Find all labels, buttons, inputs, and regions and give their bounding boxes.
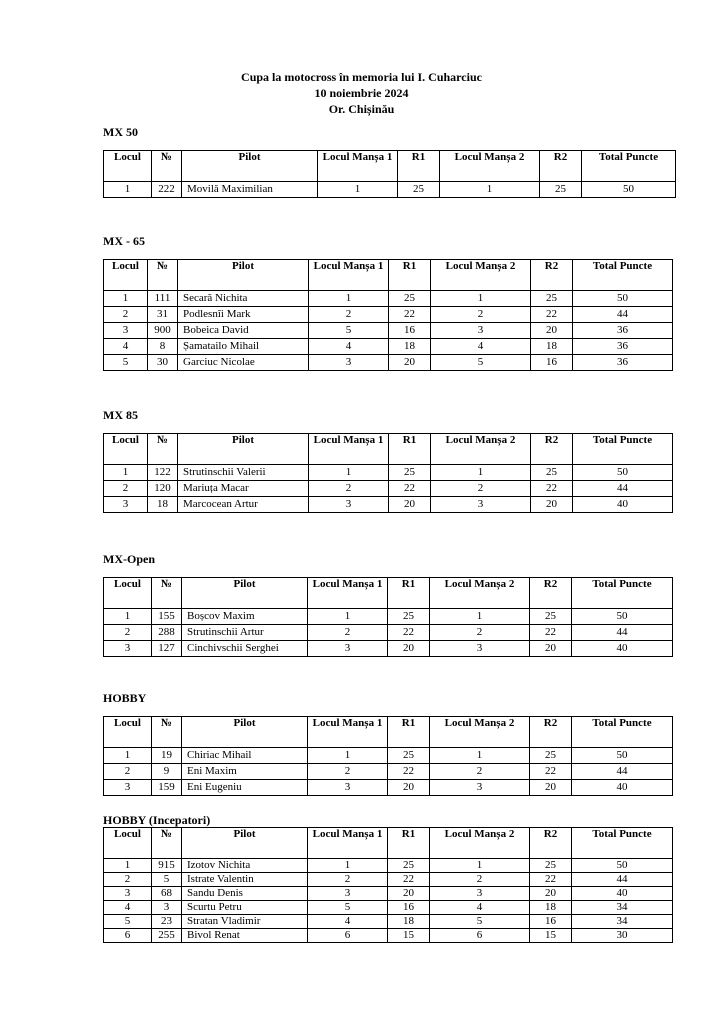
results-table: [103, 259, 673, 371]
cell-number: 222: [152, 182, 182, 198]
col-locul-mansa-2: Locul Manșa 2: [440, 151, 540, 182]
cell-r1: 16: [389, 323, 431, 339]
col-locul: Locul: [104, 260, 148, 291]
cell-locul: 2: [104, 764, 152, 780]
cell-total-puncte: 44: [573, 307, 673, 323]
cell-locul: 6: [104, 929, 152, 943]
cell-number: 122: [148, 465, 178, 481]
table-row: [104, 901, 673, 915]
cell-locul: 2: [104, 307, 148, 323]
col-total-puncte: Total Puncte: [572, 828, 673, 859]
col-locul-mansa-2: Locul Manșa 2: [430, 717, 530, 748]
table-row: [104, 355, 673, 371]
cell-pilot: Boșcov Maxim: [182, 609, 308, 625]
category-section: [103, 813, 673, 943]
cell-pilot: Eni Eugeniu: [182, 780, 308, 796]
cell-total-puncte: 50: [582, 182, 676, 198]
cell-r1: 22: [389, 481, 431, 497]
cell-number: 3: [152, 901, 182, 915]
cell-locul-mansa-1: 3: [309, 497, 389, 513]
cell-number: 159: [152, 780, 182, 796]
table-row: [104, 497, 673, 513]
col-locul: Locul: [104, 434, 148, 465]
cell-number: 155: [152, 609, 182, 625]
cell-locul-mansa-1: 4: [309, 339, 389, 355]
cell-number: 5: [152, 873, 182, 887]
cell-locul: 3: [104, 323, 148, 339]
cell-number: 9: [152, 764, 182, 780]
cell-r1: 18: [389, 339, 431, 355]
cell-pilot: Strutinschii Valerii: [178, 465, 309, 481]
cell-locul-mansa-2: 3: [430, 780, 530, 796]
col-locul-mansa-2: Locul Manșa 2: [431, 434, 531, 465]
table-header-row: [104, 717, 673, 748]
col-r2: R2: [531, 434, 573, 465]
col-r2: R2: [530, 828, 572, 859]
cell-locul: 2: [104, 873, 152, 887]
results-table: [103, 433, 673, 513]
cell-locul-mansa-2: 1: [430, 748, 530, 764]
cell-r2: 16: [531, 355, 573, 371]
table-row: [104, 625, 673, 641]
cell-locul: 3: [104, 887, 152, 901]
cell-total-puncte: 36: [573, 339, 673, 355]
cell-total-puncte: 44: [572, 873, 673, 887]
col-r2: R2: [530, 717, 572, 748]
col-number: №: [152, 828, 182, 859]
cell-r2: 20: [530, 780, 572, 796]
col-total-puncte: Total Puncte: [582, 151, 676, 182]
cell-total-puncte: 50: [572, 609, 673, 625]
category-title: MX 85: [103, 408, 138, 422]
cell-number: 68: [152, 887, 182, 901]
col-r1: R1: [398, 151, 440, 182]
cell-pilot: Izotov Nichita: [182, 859, 308, 873]
cell-locul-mansa-1: 3: [309, 355, 389, 371]
cell-r1: 22: [388, 764, 430, 780]
cell-locul-mansa-1: 1: [318, 182, 398, 198]
col-locul-mansa-1: Locul Manșa 1: [308, 828, 388, 859]
cell-r2: 18: [530, 901, 572, 915]
col-total-puncte: Total Puncte: [573, 260, 673, 291]
cell-locul-mansa-2: 1: [430, 859, 530, 873]
col-r2: R2: [530, 578, 572, 609]
col-r1: R1: [388, 828, 430, 859]
table-row: [104, 764, 673, 780]
cell-locul-mansa-1: 6: [308, 929, 388, 943]
cell-number: 255: [152, 929, 182, 943]
table-row: [104, 859, 673, 873]
col-r2: R2: [531, 260, 573, 291]
table-header-row: [104, 828, 673, 859]
col-number: №: [152, 717, 182, 748]
cell-locul: 1: [104, 465, 148, 481]
cell-r1: 20: [389, 355, 431, 371]
cell-locul: 4: [104, 339, 148, 355]
cell-r2: 22: [531, 307, 573, 323]
cell-locul-mansa-1: 3: [308, 641, 388, 657]
cell-locul-mansa-1: 2: [309, 481, 389, 497]
cell-r2: 22: [531, 481, 573, 497]
col-pilot: Pilot: [182, 151, 318, 182]
cell-r1: 25: [389, 465, 431, 481]
cell-locul-mansa-2: 1: [440, 182, 540, 198]
cell-locul-mansa-2: 2: [430, 625, 530, 641]
col-locul-mansa-1: Locul Manșa 1: [318, 151, 398, 182]
cell-pilot: Șamatailo Mihail: [178, 339, 309, 355]
cell-pilot: Secară Nichita: [178, 291, 309, 307]
cell-locul: 3: [104, 780, 152, 796]
cell-locul: 1: [104, 182, 152, 198]
document-header: [0, 69, 723, 117]
cell-r1: 18: [388, 915, 430, 929]
cell-total-puncte: 50: [573, 291, 673, 307]
cell-locul-mansa-2: 3: [430, 887, 530, 901]
col-locul-mansa-1: Locul Manșa 1: [309, 434, 389, 465]
col-number: №: [148, 260, 178, 291]
cell-total-puncte: 34: [572, 901, 673, 915]
cell-r2: 25: [530, 748, 572, 764]
cell-r1: 25: [389, 291, 431, 307]
col-r1: R1: [388, 578, 430, 609]
cell-locul: 2: [104, 481, 148, 497]
cell-number: 900: [148, 323, 178, 339]
table-header-row: [104, 578, 673, 609]
category-title: MX - 65: [103, 234, 145, 248]
cell-total-puncte: 50: [572, 748, 673, 764]
cell-locul-mansa-2: 2: [430, 873, 530, 887]
col-pilot: Pilot: [178, 434, 309, 465]
col-number: №: [152, 578, 182, 609]
col-pilot: Pilot: [182, 578, 308, 609]
table-row: [104, 465, 673, 481]
cell-locul-mansa-2: 1: [430, 609, 530, 625]
cell-locul-mansa-2: 5: [430, 915, 530, 929]
col-total-puncte: Total Puncte: [573, 434, 673, 465]
col-locul: Locul: [104, 717, 152, 748]
table-row: [104, 307, 673, 323]
cell-locul: 3: [104, 641, 152, 657]
table-row: [104, 609, 673, 625]
category-section: [103, 551, 673, 657]
cell-r1: 20: [388, 780, 430, 796]
cell-r2: 25: [540, 182, 582, 198]
cell-pilot: Scurtu Petru: [182, 901, 308, 915]
table-row: [104, 182, 676, 198]
cell-r2: 22: [530, 625, 572, 641]
category-title: HOBBY: [103, 691, 147, 705]
category-title: MX-Open: [103, 552, 155, 566]
category-section: [103, 690, 673, 796]
cell-locul-mansa-2: 2: [430, 764, 530, 780]
category-title: MX 50: [103, 125, 138, 139]
cell-locul: 4: [104, 901, 152, 915]
col-r1: R1: [389, 434, 431, 465]
cell-r2: 20: [531, 497, 573, 513]
table-row: [104, 929, 673, 943]
cell-locul-mansa-1: 3: [308, 887, 388, 901]
results-table: [103, 716, 673, 796]
cell-r2: 25: [531, 291, 573, 307]
cell-locul: 5: [104, 915, 152, 929]
cell-total-puncte: 40: [572, 887, 673, 901]
cell-number: 31: [148, 307, 178, 323]
cell-number: 127: [152, 641, 182, 657]
table-header-row: [104, 151, 676, 182]
cell-r2: 22: [530, 764, 572, 780]
document-location: Or. Chișinău: [328, 102, 395, 116]
cell-locul-mansa-1: 4: [308, 915, 388, 929]
table-row: [104, 873, 673, 887]
cell-locul-mansa-2: 2: [431, 307, 531, 323]
cell-r1: 20: [388, 887, 430, 901]
document-date: 10 noiembrie 2024: [314, 86, 409, 100]
cell-locul-mansa-2: 1: [431, 465, 531, 481]
cell-locul-mansa-2: 2: [431, 481, 531, 497]
cell-r1: 22: [388, 625, 430, 641]
results-table: [103, 150, 676, 198]
table-row: [104, 339, 673, 355]
cell-number: 288: [152, 625, 182, 641]
table-header-row: [104, 260, 673, 291]
cell-r1: 25: [398, 182, 440, 198]
col-locul-mansa-1: Locul Manșa 1: [308, 717, 388, 748]
cell-r1: 20: [389, 497, 431, 513]
cell-total-puncte: 36: [573, 323, 673, 339]
table-row: [104, 641, 673, 657]
cell-locul: 1: [104, 291, 148, 307]
cell-r2: 16: [530, 915, 572, 929]
col-locul-mansa-2: Locul Manșa 2: [431, 260, 531, 291]
cell-total-puncte: 30: [572, 929, 673, 943]
cell-r1: 25: [388, 609, 430, 625]
cell-r1: 20: [388, 641, 430, 657]
cell-locul-mansa-2: 4: [431, 339, 531, 355]
cell-total-puncte: 36: [573, 355, 673, 371]
category-section: [103, 233, 673, 371]
cell-number: 23: [152, 915, 182, 929]
cell-locul: 1: [104, 748, 152, 764]
cell-r2: 25: [530, 609, 572, 625]
cell-locul-mansa-1: 1: [308, 859, 388, 873]
col-r1: R1: [388, 717, 430, 748]
cell-locul-mansa-1: 1: [308, 748, 388, 764]
cell-pilot: Bivol Renat: [182, 929, 308, 943]
cell-locul-mansa-2: 6: [430, 929, 530, 943]
col-r1: R1: [389, 260, 431, 291]
cell-r2: 20: [530, 641, 572, 657]
table-row: [104, 915, 673, 929]
cell-locul-mansa-1: 5: [309, 323, 389, 339]
cell-total-puncte: 44: [572, 764, 673, 780]
col-locul-mansa-1: Locul Manșa 1: [308, 578, 388, 609]
col-locul: Locul: [104, 828, 152, 859]
results-table: [103, 577, 673, 657]
cell-locul-mansa-1: 1: [309, 465, 389, 481]
cell-locul-mansa-1: 3: [308, 780, 388, 796]
col-number: №: [148, 434, 178, 465]
col-number: №: [152, 151, 182, 182]
cell-pilot: Chiriac Mihail: [182, 748, 308, 764]
cell-r2: 20: [530, 887, 572, 901]
cell-r1: 25: [388, 859, 430, 873]
cell-locul-mansa-1: 2: [309, 307, 389, 323]
table-header-row: [104, 434, 673, 465]
col-locul-mansa-2: Locul Manșa 2: [430, 578, 530, 609]
cell-locul-mansa-1: 2: [308, 873, 388, 887]
cell-r1: 22: [388, 873, 430, 887]
cell-locul-mansa-2: 5: [431, 355, 531, 371]
cell-total-puncte: 44: [573, 481, 673, 497]
cell-r1: 22: [389, 307, 431, 323]
cell-locul-mansa-2: 1: [431, 291, 531, 307]
cell-number: 915: [152, 859, 182, 873]
cell-locul-mansa-1: 2: [308, 625, 388, 641]
cell-locul: 2: [104, 625, 152, 641]
results-table: [103, 827, 673, 943]
cell-pilot: Istrate Valentin: [182, 873, 308, 887]
cell-locul: 3: [104, 497, 148, 513]
cell-r1: 25: [388, 748, 430, 764]
cell-r2: 15: [530, 929, 572, 943]
col-total-puncte: Total Puncte: [572, 717, 673, 748]
cell-locul-mansa-1: 1: [308, 609, 388, 625]
table-row: [104, 291, 673, 307]
cell-locul-mansa-2: 4: [430, 901, 530, 915]
cell-number: 111: [148, 291, 178, 307]
col-locul-mansa-1: Locul Manșa 1: [309, 260, 389, 291]
cell-r2: 20: [531, 323, 573, 339]
cell-pilot: Movilă Maximilian: [182, 182, 318, 198]
cell-locul-mansa-2: 3: [431, 497, 531, 513]
col-pilot: Pilot: [182, 717, 308, 748]
cell-number: 19: [152, 748, 182, 764]
cell-r2: 25: [531, 465, 573, 481]
cell-pilot: Marcocean Artur: [178, 497, 309, 513]
cell-pilot: Stratan Vladimir: [182, 915, 308, 929]
cell-pilot: Strutinschii Artur: [182, 625, 308, 641]
cell-total-puncte: 50: [573, 465, 673, 481]
category-title: HOBBY (Incepatori): [103, 813, 211, 827]
col-total-puncte: Total Puncte: [572, 578, 673, 609]
cell-pilot: Mariuța Macar: [178, 481, 309, 497]
cell-number: 120: [148, 481, 178, 497]
cell-pilot: Sandu Denis: [182, 887, 308, 901]
cell-pilot: Garciuc Nicolae: [178, 355, 309, 371]
cell-locul-mansa-1: 2: [308, 764, 388, 780]
cell-total-puncte: 34: [572, 915, 673, 929]
table-row: [104, 887, 673, 901]
cell-number: 18: [148, 497, 178, 513]
cell-locul-mansa-1: 1: [309, 291, 389, 307]
category-section: [103, 124, 676, 198]
cell-locul-mansa-2: 3: [430, 641, 530, 657]
col-locul: Locul: [104, 151, 152, 182]
col-pilot: Pilot: [182, 828, 308, 859]
category-section: [103, 407, 673, 513]
cell-total-puncte: 50: [572, 859, 673, 873]
cell-locul: 1: [104, 609, 152, 625]
cell-number: 30: [148, 355, 178, 371]
cell-pilot: Cinchivschii Serghei: [182, 641, 308, 657]
document-title: Cupa la motocross în memoria lui I. Cuharciuc: [241, 70, 482, 84]
col-pilot: Pilot: [178, 260, 309, 291]
table-row: [104, 748, 673, 764]
cell-number: 8: [148, 339, 178, 355]
cell-r2: 18: [531, 339, 573, 355]
cell-total-puncte: 40: [573, 497, 673, 513]
cell-pilot: Eni Maxim: [182, 764, 308, 780]
cell-total-puncte: 40: [572, 641, 673, 657]
cell-locul-mansa-1: 5: [308, 901, 388, 915]
table-row: [104, 481, 673, 497]
table-row: [104, 323, 673, 339]
cell-r2: 22: [530, 873, 572, 887]
col-locul: Locul: [104, 578, 152, 609]
cell-pilot: Bobeica David: [178, 323, 309, 339]
table-row: [104, 780, 673, 796]
cell-locul: 1: [104, 859, 152, 873]
cell-r1: 16: [388, 901, 430, 915]
cell-total-puncte: 40: [572, 780, 673, 796]
cell-locul: 5: [104, 355, 148, 371]
cell-pilot: Podlesnîi Mark: [178, 307, 309, 323]
cell-r2: 25: [530, 859, 572, 873]
cell-locul-mansa-2: 3: [431, 323, 531, 339]
col-locul-mansa-2: Locul Manșa 2: [430, 828, 530, 859]
col-r2: R2: [540, 151, 582, 182]
cell-r1: 15: [388, 929, 430, 943]
cell-total-puncte: 44: [572, 625, 673, 641]
